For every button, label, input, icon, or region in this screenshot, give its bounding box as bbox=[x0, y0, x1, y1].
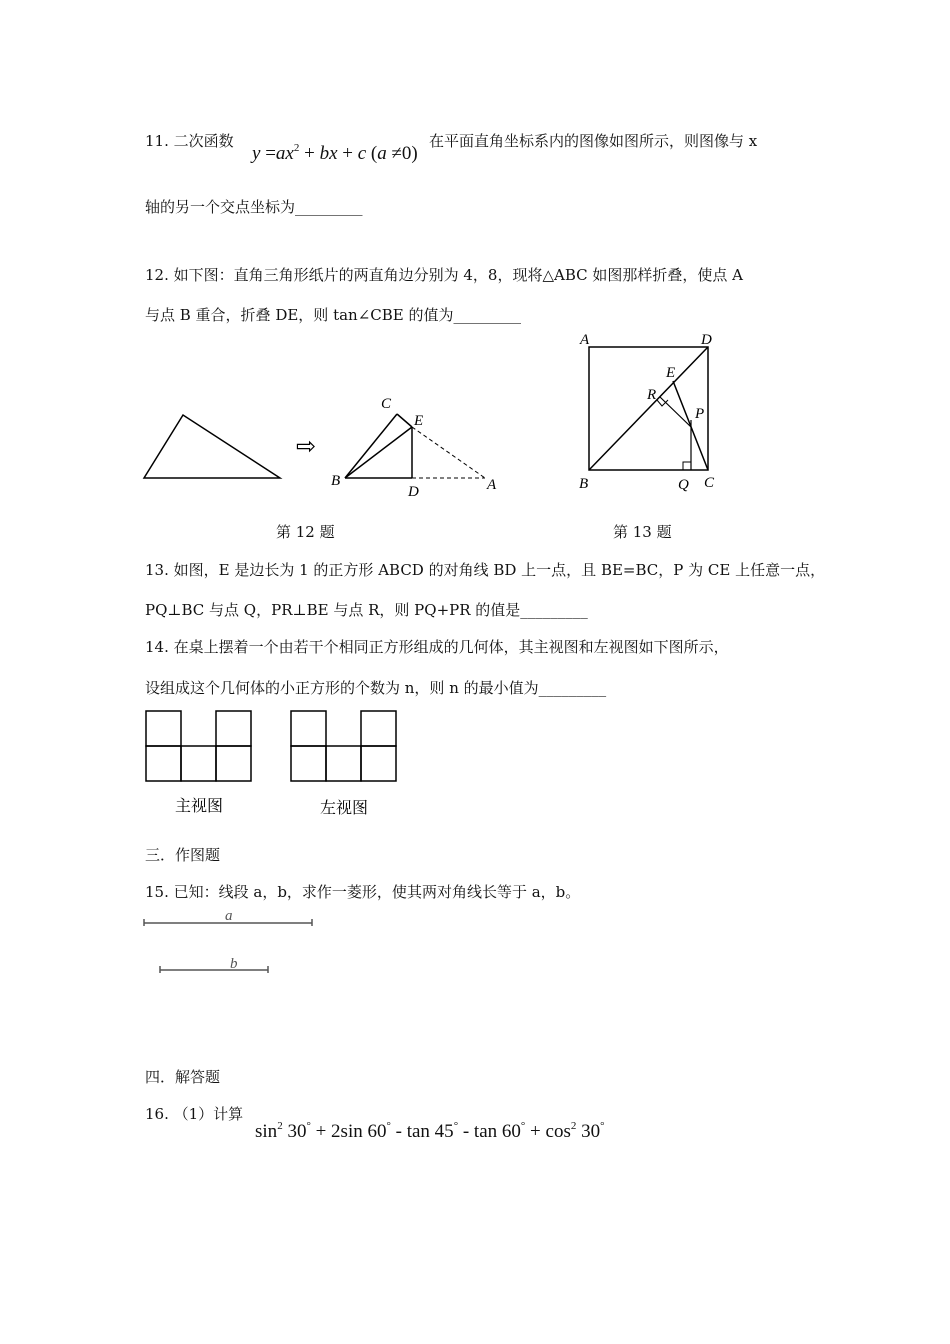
q13-line1: 13. 如图，E 是边长为 1 的正方形 ABCD 的对角线 BD 上一点，且 BE=BC，P 为 CE 上任意一点， bbox=[145, 561, 826, 579]
label-C: C bbox=[381, 396, 392, 412]
label-A: A bbox=[487, 477, 497, 493]
label-B: B bbox=[579, 476, 589, 492]
formula-cond-open: ( bbox=[366, 143, 378, 164]
segment-a-label: a bbox=[225, 908, 233, 924]
q14-line1: 14. 在桌上摆着一个由若干个相同正方形组成的几何体，其主视图和左视图如下图所示， bbox=[145, 638, 729, 656]
label-Q: Q bbox=[678, 477, 689, 493]
q16-term2: + 2sin 60 bbox=[310, 1121, 387, 1142]
main-view-label: 主视图 bbox=[175, 796, 224, 815]
label-D: D bbox=[701, 332, 712, 348]
q16-deg-1: ° bbox=[306, 1120, 311, 1132]
formula-exp: 2 bbox=[293, 142, 300, 154]
segment-PR bbox=[660, 397, 691, 427]
label-A: A bbox=[580, 332, 590, 348]
q16-term3: - tan 45 bbox=[390, 1121, 454, 1142]
q12-line2: 与点 B 重合，折叠 DE，则 tan∠CBE 的值为_________ bbox=[145, 306, 521, 324]
q15-segments bbox=[140, 905, 330, 975]
q16-cos-value: 30 bbox=[576, 1121, 601, 1142]
formula-bx: bx bbox=[319, 143, 338, 164]
q16-term4: - tan 60 bbox=[458, 1121, 521, 1142]
diagonal-BD bbox=[589, 347, 708, 470]
q13-line2: PQ⊥BC 与点 Q，PR⊥BE 与点 R，则 PQ+PR 的值是_________ bbox=[145, 601, 588, 619]
q16-term5: + cos bbox=[525, 1121, 571, 1142]
q16-deg-2: ° bbox=[386, 1120, 391, 1132]
label-R: R bbox=[647, 387, 657, 403]
formula-c: c bbox=[357, 143, 367, 164]
q14-line2: 设组成这个几何体的小正方形的个数为 n，则 n 的最小值为_________ bbox=[145, 679, 607, 697]
section3-title: 三．作图题 bbox=[145, 846, 221, 864]
main-view-grid bbox=[146, 711, 251, 781]
q16-formula bbox=[255, 1116, 605, 1142]
formula-plus1: + bbox=[299, 143, 320, 164]
right-angle-Q bbox=[683, 462, 691, 470]
section4-title: 四．解答题 bbox=[145, 1068, 221, 1086]
formula-cond-a: a bbox=[377, 143, 387, 164]
q13-figure bbox=[570, 330, 730, 495]
q15-text: 15. 已知：线段 a，b，求作一菱形，使其两对角线长等于 a，b。 bbox=[145, 883, 581, 901]
formula-cond-rest: ≠0) bbox=[386, 143, 418, 164]
q12-figure bbox=[135, 390, 510, 505]
q11-line1 bbox=[145, 131, 234, 151]
label-P: P bbox=[695, 406, 705, 422]
q16-deg-5: ° bbox=[600, 1120, 605, 1132]
formula-ax: ax bbox=[275, 143, 294, 164]
left-view-label: 左视图 bbox=[320, 798, 369, 817]
formula-eq: = bbox=[260, 143, 276, 164]
q11-suffix: 在平面直角坐标系内的图像如图所示，则图像与 x bbox=[429, 132, 758, 150]
formula-plus2: + bbox=[337, 143, 358, 164]
q13-caption: 第 13 题 bbox=[613, 523, 672, 541]
q11-formula bbox=[252, 138, 418, 164]
left-view-grid bbox=[291, 711, 396, 781]
q14-views-figure bbox=[140, 705, 410, 820]
q16-sin: sin bbox=[255, 1121, 278, 1142]
label-D: D bbox=[408, 484, 419, 500]
q11-line2: 轴的另一个交点坐标为_________ bbox=[145, 198, 363, 216]
label-E: E bbox=[414, 413, 424, 429]
q16-deg-4: ° bbox=[520, 1120, 526, 1132]
formula-y: y bbox=[252, 143, 261, 164]
q16-cos-exp: 2 bbox=[570, 1120, 577, 1132]
q12-caption: 第 12 题 bbox=[276, 523, 335, 541]
label-E: E bbox=[666, 365, 676, 381]
q11-prefix: 11. 二次函数 bbox=[145, 132, 234, 150]
label-B: B bbox=[331, 473, 341, 489]
segment-b-label: b bbox=[230, 956, 238, 972]
q16-sin-exp: 2 bbox=[277, 1120, 283, 1132]
segment-b bbox=[160, 966, 268, 973]
q12-line1: 12. 如下图：直角三角形纸片的两直角边分别为 4，8，现将△ABC 如图那样折叠，使点 A bbox=[145, 266, 743, 284]
q16-deg-3: ° bbox=[453, 1120, 459, 1132]
original-triangle bbox=[144, 415, 280, 478]
q16-prefix: 16. （1）计算 bbox=[145, 1105, 244, 1123]
label-C: C bbox=[704, 475, 715, 491]
q16-sin-value: 30 bbox=[282, 1121, 307, 1142]
fold-arrow-icon: ⇨ bbox=[296, 432, 317, 460]
